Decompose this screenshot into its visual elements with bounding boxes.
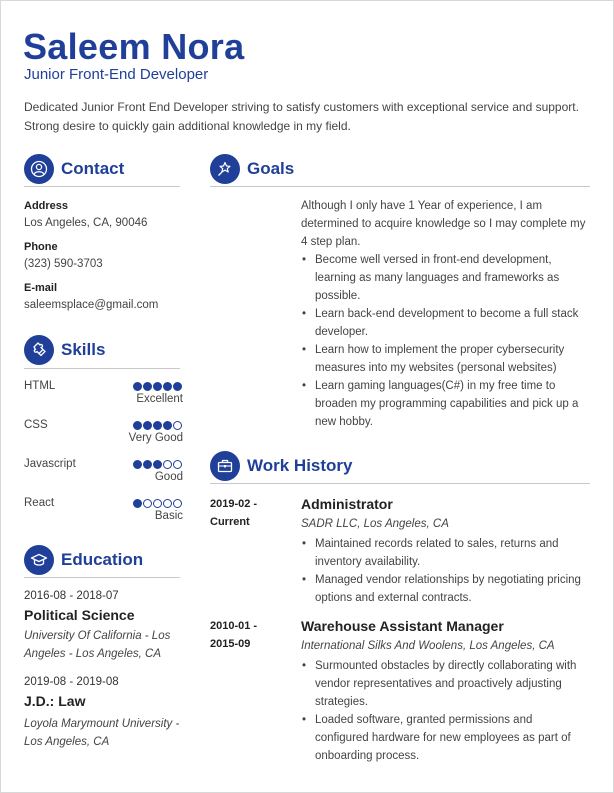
list-item: • Become well versed in front-end development, learning as many languages and frameworks as possible. bbox=[301, 251, 591, 305]
phone-value: (323) 590-3703 bbox=[24, 258, 103, 270]
job-company: SADR LLC, Los Angeles, CA bbox=[301, 518, 449, 530]
skill-rating-html bbox=[133, 382, 182, 391]
candidate-name: Saleem Nora bbox=[23, 26, 245, 67]
rating-dot-filled bbox=[153, 460, 162, 469]
skill-name: HTML bbox=[24, 380, 56, 392]
goals-heading: Goals bbox=[247, 159, 295, 178]
star-hand-icon bbox=[210, 154, 240, 184]
skill-name: React bbox=[24, 497, 55, 509]
list-item: • Maintained records related to sales, returns and inventory availability. bbox=[301, 535, 581, 571]
goals-list bbox=[301, 251, 591, 431]
education-degree: J.D.: Law bbox=[24, 693, 86, 709]
rating-dot-filled bbox=[153, 382, 162, 391]
skill-rating-css bbox=[133, 421, 182, 430]
job-dates bbox=[210, 617, 280, 653]
education-dates: 2019-08 - 2019-08 bbox=[24, 676, 119, 688]
work-history-divider bbox=[210, 483, 590, 484]
rating-dot-filled bbox=[133, 382, 142, 391]
contact-heading: Contact bbox=[61, 159, 125, 178]
address-value: Los Angeles, CA, 90046 bbox=[24, 217, 148, 229]
skill-rating-react bbox=[133, 499, 182, 508]
rating-dot-empty bbox=[143, 499, 152, 508]
list-item: • Learn gaming languages(C#) in my free time to broaden my programming capabilities and pick up a new hobby. bbox=[301, 377, 591, 431]
rating-dot-empty bbox=[153, 499, 162, 508]
education-degree: Political Science bbox=[24, 607, 135, 623]
puzzle-icon bbox=[24, 335, 54, 365]
rating-dot-filled bbox=[143, 421, 152, 430]
rating-dot-filled bbox=[163, 382, 172, 391]
graduation-cap-icon bbox=[24, 545, 54, 575]
address-label: Address bbox=[24, 200, 69, 212]
rating-dot-filled bbox=[173, 382, 182, 391]
skill-level: Basic bbox=[154, 510, 183, 522]
goals-intro: Although I only have 1 Year of experience, I am determined to acquire knowledge so I may complete my 4 step plan. bbox=[301, 200, 586, 248]
skill-name: CSS bbox=[24, 419, 48, 431]
email-value[interactable]: saleemsplace@gmail.com bbox=[24, 299, 159, 311]
skill-rating-javascript bbox=[133, 460, 182, 469]
skill-level: Good bbox=[154, 471, 183, 483]
list-item: • Managed vendor relationships by negotiating pricing options and external contracts. bbox=[301, 571, 581, 607]
summary-text: Dedicated Junior Front End Developer striving to satisfy customers with exceptional service and support. Strong desire to quickly gain additional knowledge in my field. bbox=[24, 100, 579, 133]
education-dates: 2016-08 - 2018-07 bbox=[24, 590, 119, 602]
job-date-end: 2015-09 bbox=[210, 638, 251, 650]
skills-heading: Skills bbox=[61, 340, 106, 359]
rating-dot-empty bbox=[163, 460, 172, 469]
job-date-end: Current bbox=[210, 516, 250, 528]
job-bullets bbox=[301, 657, 581, 765]
skills-divider bbox=[24, 368, 180, 369]
rating-dot-empty bbox=[173, 460, 182, 469]
job-bullets bbox=[301, 535, 581, 607]
job-dates bbox=[210, 495, 280, 531]
rating-dot-empty bbox=[163, 499, 172, 508]
contact-section-header bbox=[24, 154, 124, 184]
skill-name: Javascript bbox=[24, 458, 76, 470]
list-item: • Learn how to implement the proper cybersecurity measures into my websites (personal websites) bbox=[301, 341, 591, 377]
education-divider bbox=[24, 577, 180, 578]
rating-dot-filled bbox=[163, 421, 172, 430]
list-item: • Learn back-end development to become a full stack developer. bbox=[301, 305, 591, 341]
person-icon bbox=[24, 154, 54, 184]
goals-divider bbox=[210, 186, 590, 187]
rating-dot-filled bbox=[133, 499, 142, 508]
skill-level: Excellent bbox=[136, 393, 183, 405]
education-section-header bbox=[24, 545, 143, 575]
education-school: Loyola Marymount University - Los Angeles, CA bbox=[24, 718, 180, 748]
candidate-title: Junior Front-End Developer bbox=[24, 66, 209, 83]
email-label: E-mail bbox=[24, 282, 58, 294]
job-company: International Silks And Woolens, Los Angeles, CA bbox=[301, 640, 555, 652]
education-school: University Of California - Los Angeles - Los Angeles, CA bbox=[24, 630, 171, 660]
job-title: Warehouse Assistant Manager bbox=[301, 618, 504, 634]
briefcase-icon bbox=[210, 451, 240, 481]
contact-divider bbox=[24, 186, 180, 187]
rating-dot-filled bbox=[143, 382, 152, 391]
job-date-start: 2010-01 - bbox=[210, 620, 258, 632]
rating-dot-filled bbox=[133, 421, 142, 430]
work-history-section-header bbox=[210, 451, 353, 481]
skills-section-header bbox=[24, 335, 105, 365]
list-item: • Loaded software, granted permissions and configured hardware for new employees as part of onboarding process. bbox=[301, 711, 581, 765]
skill-level: Very Good bbox=[128, 432, 183, 444]
rating-dot-empty bbox=[173, 421, 182, 430]
work-history-heading: Work History bbox=[247, 456, 353, 475]
job-title: Administrator bbox=[301, 496, 393, 512]
rating-dot-empty bbox=[173, 499, 182, 508]
rating-dot-filled bbox=[143, 460, 152, 469]
rating-dot-filled bbox=[133, 460, 142, 469]
list-item: • Surmounted obstacles by directly collaborating with vendor representatives and proactively adjusting strategies. bbox=[301, 657, 581, 711]
job-date-start: 2019-02 - bbox=[210, 498, 258, 510]
goals-section-header bbox=[210, 154, 294, 184]
education-heading: Education bbox=[61, 550, 144, 569]
phone-label: Phone bbox=[24, 241, 58, 253]
rating-dot-filled bbox=[153, 421, 162, 430]
